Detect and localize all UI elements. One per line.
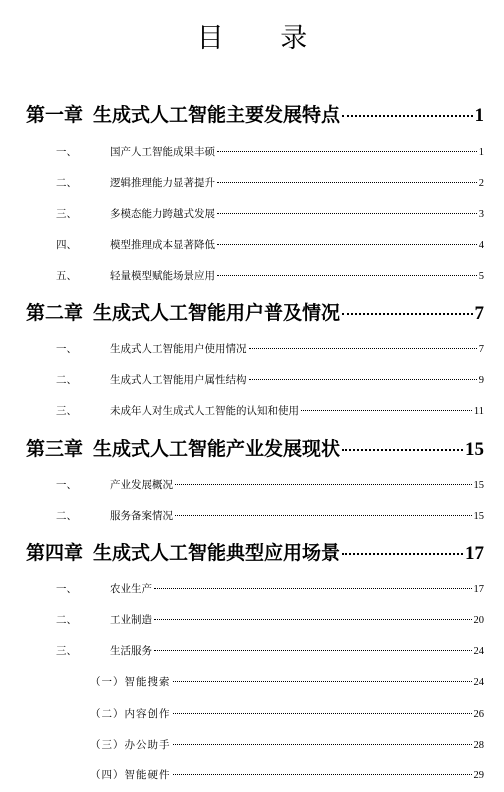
- section-number: 二、: [56, 374, 77, 386]
- section-number: 三、: [56, 208, 77, 220]
- section-number: 三、: [56, 645, 77, 657]
- section-number: 四、: [56, 239, 77, 251]
- dot-leader: [342, 449, 463, 451]
- dot-leader: [342, 313, 472, 315]
- dot-leader: [301, 410, 472, 411]
- section-number: 二、: [56, 177, 77, 189]
- dot-leader: [342, 553, 463, 555]
- section-title: 生成式人工智能用户属性结构: [110, 374, 247, 386]
- section-number: 一、: [56, 479, 77, 491]
- page-number: 24: [473, 677, 484, 688]
- chapter-number: 第三章: [26, 438, 84, 460]
- dot-leader: [154, 650, 472, 651]
- section-title: 农业生产: [110, 583, 152, 595]
- page-number: 5: [478, 271, 484, 282]
- dot-leader: [154, 588, 472, 589]
- section-title: 轻量模型赋能场景应用: [110, 270, 215, 282]
- dot-leader: [173, 713, 472, 714]
- chapter-title: 生成式人工智能典型应用场景: [93, 542, 341, 564]
- page-number: 7: [474, 303, 484, 324]
- dot-leader: [173, 744, 472, 745]
- dot-leader: [217, 182, 477, 183]
- page-number: 24: [473, 646, 484, 657]
- dot-leader: [175, 484, 472, 485]
- section-number: 一、: [56, 583, 77, 595]
- chapter-title: 生成式人工智能用户普及情况: [93, 302, 341, 324]
- page-number: 17: [465, 543, 484, 564]
- page-number: 15: [473, 511, 484, 522]
- page-number: 28: [473, 740, 484, 751]
- section-title: 模型推理成本显著降低: [110, 239, 215, 251]
- page-number: 7: [478, 344, 484, 355]
- dot-leader: [173, 681, 472, 682]
- section-number: 一、: [56, 343, 77, 355]
- section-title: 多模态能力跨越式发展: [110, 208, 215, 220]
- page-number: 3: [478, 209, 484, 220]
- page-number: 20: [473, 615, 484, 626]
- subsection-title: （三）办公助手: [90, 739, 171, 751]
- dot-leader: [217, 275, 477, 276]
- page-number: 17: [473, 584, 484, 595]
- page-number: 4: [478, 240, 484, 251]
- page-number: 15: [465, 439, 484, 460]
- section-number: 五、: [56, 270, 77, 282]
- chapter-number: 第四章: [26, 542, 84, 564]
- chapter-number: 第二章: [26, 302, 84, 324]
- dot-leader: [175, 515, 472, 516]
- section-title: 生活服务: [110, 645, 152, 657]
- subsection-title: （二）内容创作: [90, 708, 171, 720]
- subsection-title: （四）智能硬件: [90, 769, 171, 781]
- section-title: 服务备案情况: [110, 510, 173, 522]
- dot-leader: [217, 244, 477, 245]
- dot-leader: [217, 151, 477, 152]
- section-title: 未成年人对生成式人工智能的认知和使用: [110, 405, 299, 417]
- page-number: 2: [478, 178, 484, 189]
- dot-leader: [154, 619, 472, 620]
- page-number: 29: [473, 770, 484, 781]
- page-number: 26: [473, 709, 484, 720]
- dot-leader: [217, 213, 477, 214]
- chapter-title: 生成式人工智能主要发展特点: [93, 104, 341, 126]
- section-title: 逻辑推理能力显著提升: [110, 177, 215, 189]
- section-number: 三、: [56, 405, 77, 417]
- page-number: 1: [474, 105, 484, 126]
- dot-leader: [249, 348, 477, 349]
- page-number: 9: [478, 375, 484, 386]
- dot-leader: [342, 115, 472, 117]
- chapter-number: 第一章: [26, 104, 84, 126]
- section-title: 工业制造: [110, 614, 152, 626]
- chapter-title: 生成式人工智能产业发展现状: [93, 438, 341, 460]
- subsection-title: （一）智能搜索: [90, 676, 171, 688]
- dot-leader: [249, 379, 477, 380]
- page-number: 1: [478, 147, 484, 158]
- section-number: 一、: [56, 146, 77, 158]
- section-title: 生成式人工智能用户使用情况: [110, 343, 247, 355]
- section-number: 二、: [56, 614, 77, 626]
- section-title: 国产人工智能成果丰硕: [110, 146, 215, 158]
- toc-title: 目 录: [196, 23, 332, 54]
- section-title: 产业发展概况: [110, 479, 173, 491]
- section-number: 二、: [56, 510, 77, 522]
- dot-leader: [173, 774, 472, 775]
- page-number: 11: [473, 406, 484, 417]
- page-number: 15: [473, 480, 484, 491]
